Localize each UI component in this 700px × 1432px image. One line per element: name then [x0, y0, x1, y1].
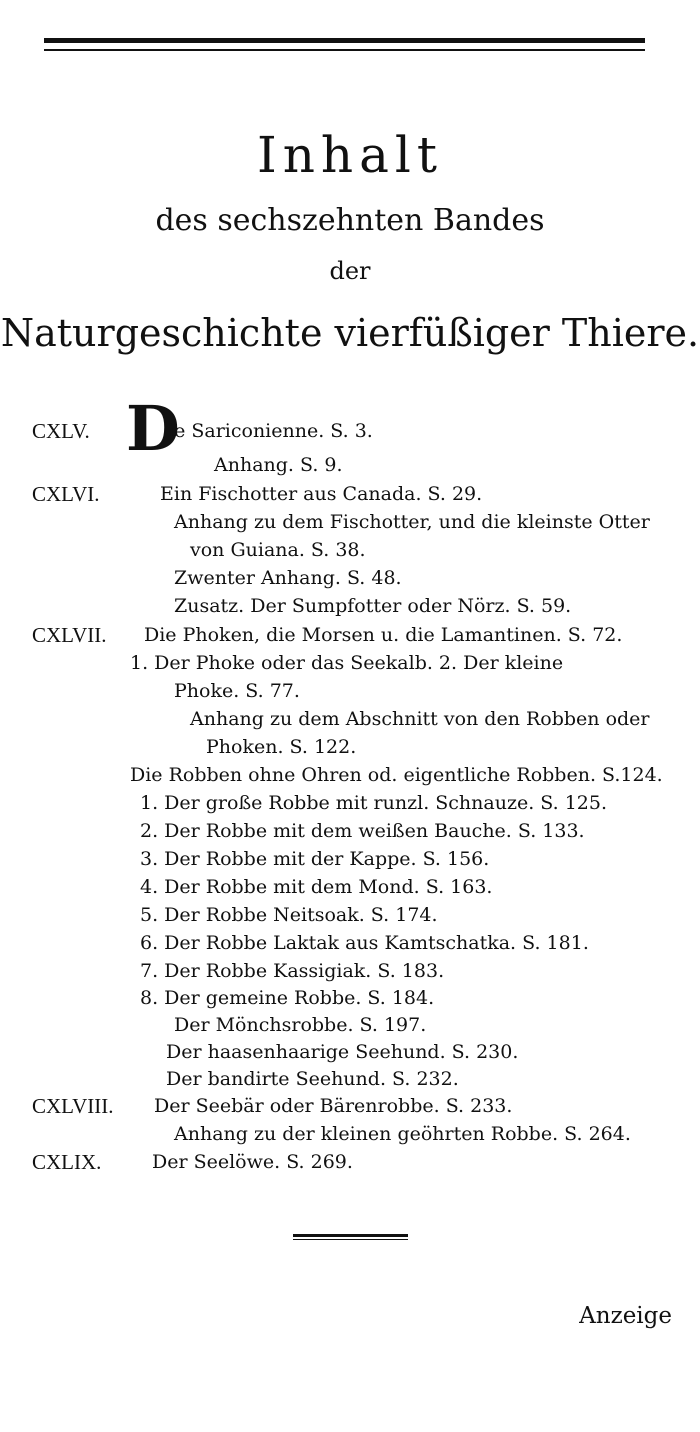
entry-text: 3. Der Robbe mit der Kappe. S. 156. — [140, 848, 490, 870]
entry-text: 6. Der Robbe Laktak aus Kamtschatka. S. 181. — [140, 932, 589, 954]
catchword: Anzeige — [579, 1303, 672, 1329]
chapter-number: CXLVI. — [32, 482, 100, 506]
toc-entry — [0, 1149, 700, 1175]
entry-text: Phoken. S. 122. — [206, 736, 357, 758]
entry-text: Die Phoken, die Morsen u. die Lamantinen. S. 72. — [144, 624, 623, 646]
bottom-rule — [293, 1234, 408, 1240]
chapter-number: CXLIX. — [32, 1150, 102, 1174]
entry-text: 8. Der gemeine Robbe. S. 184. — [140, 987, 435, 1009]
drop-cap: D — [126, 392, 180, 465]
toc-entry — [0, 622, 700, 648]
toc-entry — [0, 650, 700, 676]
toc-entry — [0, 874, 700, 900]
entry-text: 5. Der Robbe Neitsoak. S. 174. — [140, 904, 438, 926]
toc-entry — [0, 902, 700, 928]
toc-entry — [0, 678, 700, 704]
toc-entry — [0, 985, 700, 1011]
entry-text: Der haasenhaarige Seehund. S. 230. — [166, 1041, 519, 1063]
toc-entry — [0, 1012, 700, 1038]
toc-entry — [0, 706, 700, 732]
entry-text: Zwenter Anhang. S. 48. — [174, 567, 402, 589]
entry-text: 7. Der Robbe Kassigiak. S. 183. — [140, 960, 445, 982]
entry-text: Anhang zu dem Fischotter, und die kleinste Otter — [174, 511, 650, 533]
chapter-number: CXLV. — [32, 419, 90, 443]
entry-text: 4. Der Robbe mit dem Mond. S. 163. — [140, 876, 493, 898]
toc-entry — [0, 593, 700, 619]
toc-entry — [0, 846, 700, 872]
entry-text: Der Seebär oder Bärenrobbe. S. 233. — [154, 1095, 513, 1117]
entry-text: von Guiana. S. 38. — [190, 539, 366, 561]
toc-entry — [0, 734, 700, 760]
entry-text: Zusatz. Der Sumpfotter oder Nörz. S. 59. — [174, 595, 572, 617]
toc-entry — [0, 1121, 700, 1147]
heading-der: der — [329, 257, 371, 285]
entry-text: ie Sariconienne. S. 3. — [168, 420, 373, 442]
toc-entry — [0, 1093, 700, 1119]
entry-text: Der Seelöwe. S. 269. — [152, 1151, 353, 1173]
entry-text: Ein Fischotter aus Canada. S. 29. — [160, 483, 483, 505]
toc-entry — [0, 565, 700, 591]
toc-entry — [0, 790, 700, 816]
toc-entry — [0, 452, 700, 478]
entry-text: 1. Der Phoke oder das Seekalb. 2. Der kleine — [130, 652, 564, 674]
top-double-rule — [44, 38, 645, 51]
chapter-number: CXLVII. — [32, 623, 107, 647]
entry-text: 2. Der Robbe mit dem weißen Bauche. S. 133. — [140, 820, 585, 842]
toc-entry — [0, 481, 700, 507]
chapter-number: CXLVIII. — [32, 1094, 114, 1118]
heading-volume: des sechszehnten Bandes — [155, 203, 545, 238]
toc-entry — [0, 818, 700, 844]
toc-entry — [0, 762, 700, 788]
entry-text: Anhang zu dem Abschnitt von den Robben oder — [190, 708, 650, 730]
toc-entry — [0, 418, 700, 444]
toc-entry — [0, 1039, 700, 1065]
toc-entry — [0, 958, 700, 984]
toc-entry — [0, 1066, 700, 1092]
entry-text: Anhang zu der kleinen geöhrten Robbe. S. 264. — [174, 1123, 631, 1145]
toc-entry — [0, 537, 700, 563]
entry-text: Die Robben ohne Ohren od. eigentliche Robben. S.124. — [130, 764, 663, 786]
toc-entry — [0, 930, 700, 956]
entry-text: Anhang. S. 9. — [214, 454, 343, 476]
entry-text: 1. Der große Robbe mit runzl. Schnauze. S. 125. — [140, 792, 608, 814]
entry-text: Der bandirte Seehund. S. 232. — [166, 1068, 459, 1090]
heading-inhalt: Inhalt — [256, 126, 444, 184]
entry-text: Der Mönchsrobbe. S. 197. — [174, 1014, 427, 1036]
toc-entry — [0, 509, 700, 535]
entry-text: Phoke. S. 77. — [174, 680, 300, 702]
heading-subject: Naturgeschichte vierfüßiger Thiere. — [0, 311, 700, 355]
